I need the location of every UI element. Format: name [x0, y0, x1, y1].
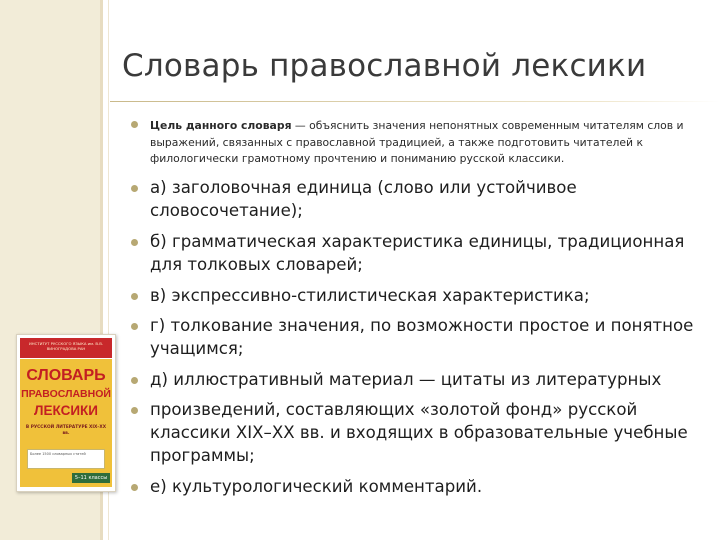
book-grade-badge: 5–11 классы [72, 473, 110, 483]
bullet-icon [131, 323, 138, 330]
bullet-icon [131, 407, 138, 414]
list-item: е) культурологический комментарий. [150, 477, 483, 496]
book-publisher-band: ИНСТИТУТ РУССКОГО ЯЗЫКА им. В.В. ВИНОГРАДОВА РАН [20, 338, 112, 358]
book-title-line-2: ПРАВОСЛАВНОЙ [21, 388, 111, 400]
book-subtitle: В РУССКОЙ ЛИТЕРАТУРЕ XIX–XX вв. [25, 425, 107, 436]
bullet-icon [131, 121, 138, 128]
intro-text: — объяснить значения непонятных современным читателям слов и выражений, связанных с православной традицией, а также подготовить читателей к филологически грамотному прочтению и пониманию русской классики. [150, 119, 684, 165]
slide-title: Словарь православной лексики [122, 48, 647, 84]
bullet-icon [131, 239, 138, 246]
book-info-box: Более 1500 словарных статей [27, 449, 105, 469]
book-cover-image [16, 334, 116, 492]
intro-lead: Цель данного словаря [150, 119, 292, 132]
intro-paragraph [150, 118, 695, 168]
bullet-icon [131, 293, 138, 300]
list-item: б) грамматическая характеристика единицы, традиционная для толковых словарей; [150, 232, 685, 274]
bullet-icon [131, 484, 138, 491]
title-underline [110, 101, 720, 102]
book-cover-body [20, 359, 112, 487]
bullet-icon [131, 185, 138, 192]
bullet-icon [131, 377, 138, 384]
book-title-line-1: СЛОВАРЬ [26, 367, 106, 384]
list-item: в) экспрессивно-стилистическая характеристика; [150, 286, 590, 305]
list-item: д) иллюстративный материал — цитаты из литературных [150, 370, 662, 389]
list-item: произведений, составляющих «золотой фонд» русской классики XIX–XX вв. и входящих в образовательные учебные программы; [150, 400, 688, 465]
list-item: а) заголовочная единица (слово или устойчивое словосочетание); [150, 178, 577, 220]
book-title-line-3: ЛЕКСИКИ [34, 403, 98, 418]
list-item: г) толкование значения, по возможности простое и понятное учащимся; [150, 316, 694, 358]
